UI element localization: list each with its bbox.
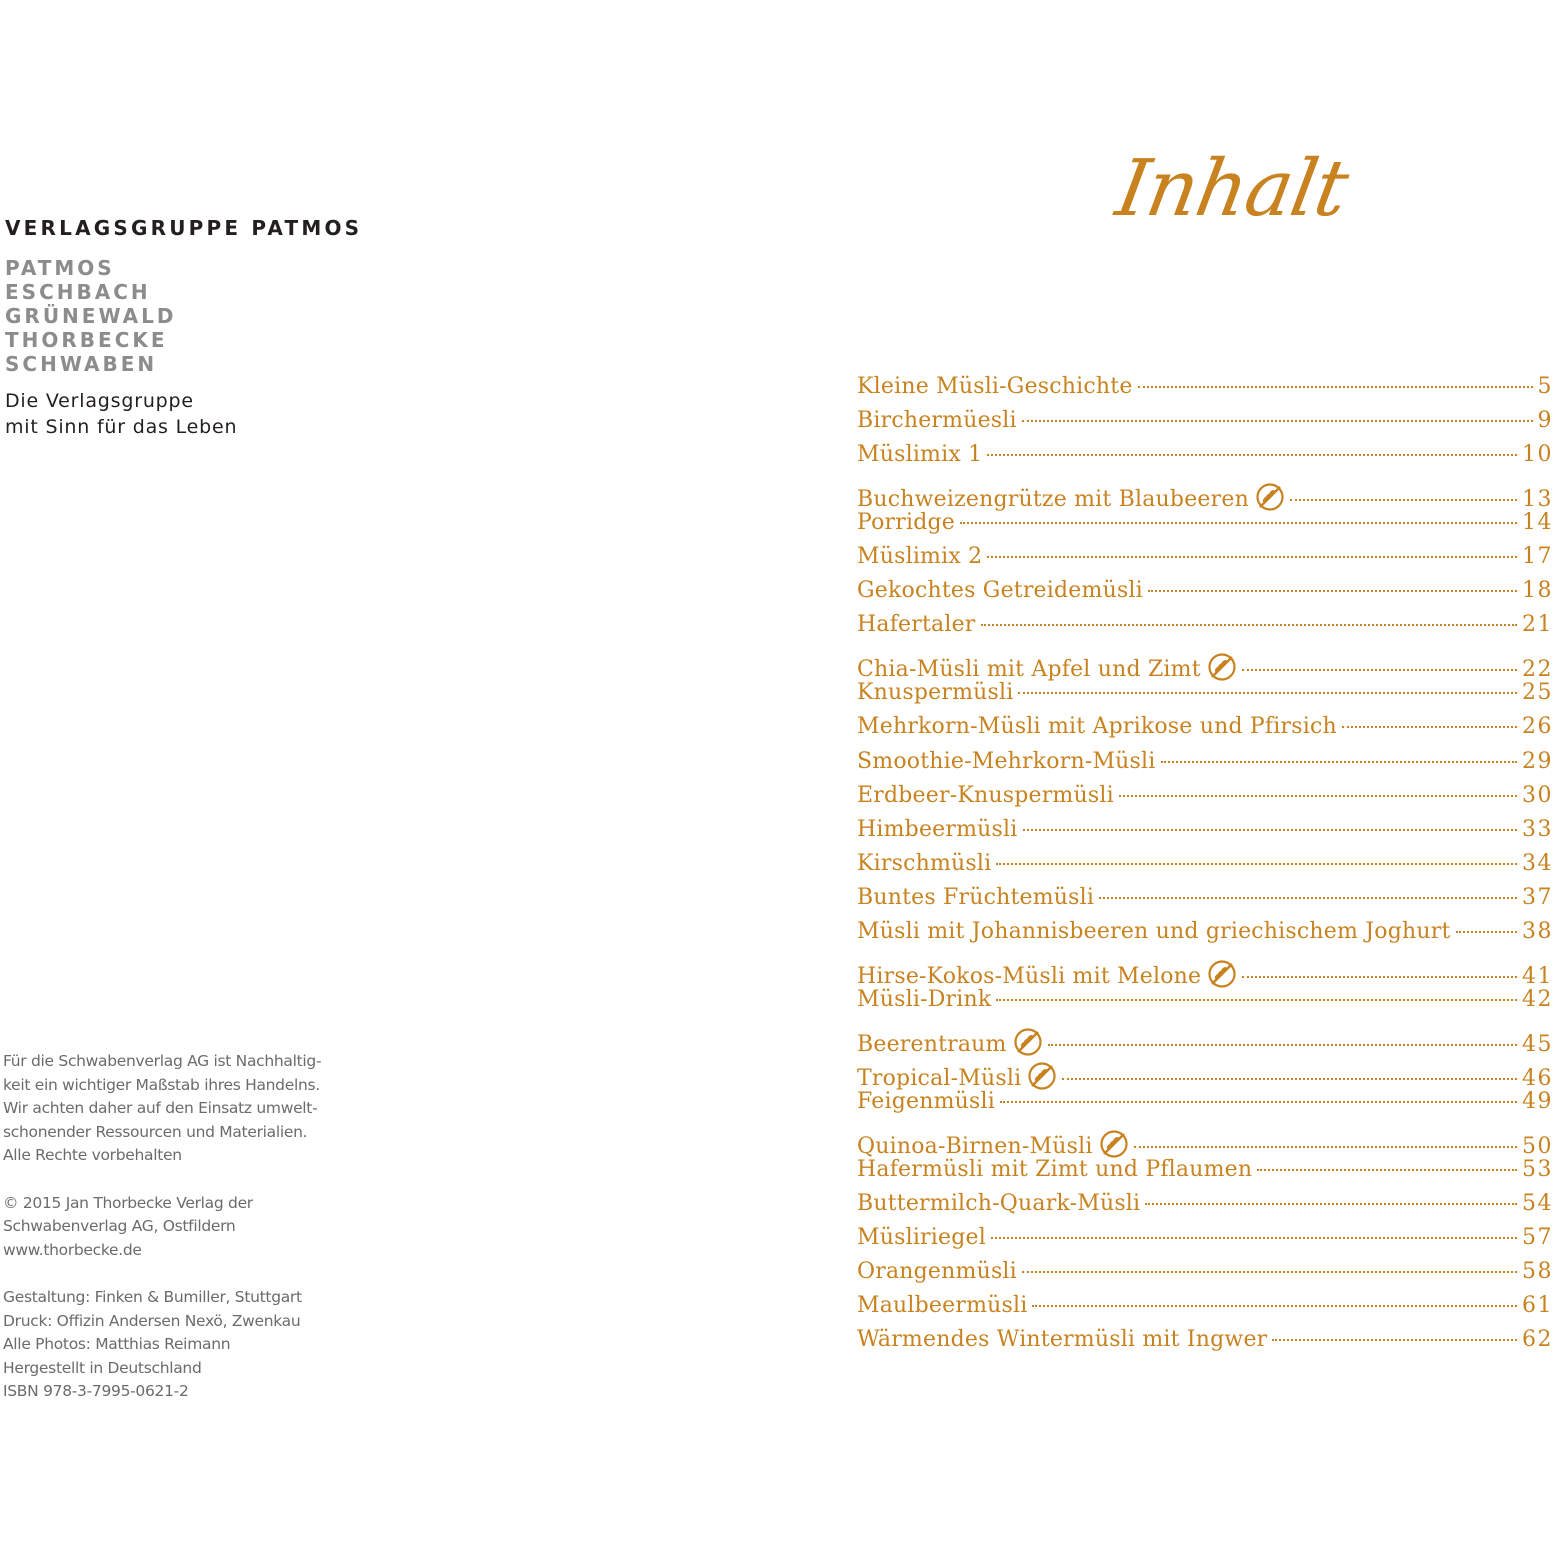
toc-entry-page: 58 [1522, 1259, 1553, 1285]
toc-entry-title: Hafermüsli mit Zimt und Pflaumen [857, 1157, 1253, 1183]
toc-dot-leader [1456, 931, 1517, 933]
gluten-free-icon [1027, 1061, 1057, 1091]
toc-dot-leader [1119, 795, 1517, 797]
toc-entry-page: 62 [1522, 1327, 1553, 1353]
toc-dot-leader [1062, 1078, 1517, 1080]
toc-entry-title: Müsli-Drink [857, 986, 992, 1012]
toc-entry [857, 1225, 1553, 1259]
imprint-list [5, 256, 425, 376]
toc-entry-page: 54 [1522, 1191, 1553, 1217]
toc-dot-leader [1032, 1305, 1517, 1307]
imprint-item: THORBECKE [5, 328, 168, 352]
toc-entry-page: 26 [1522, 714, 1553, 740]
toc-entry-page: 17 [1522, 544, 1553, 570]
toc-entry-title: Feigenmüsli [857, 1088, 995, 1114]
toc-entry-page: 29 [1522, 748, 1553, 774]
toc-entry [857, 646, 1553, 683]
toc-entry [857, 476, 1553, 513]
slogan-line: Die Verlagsgruppe [5, 390, 194, 412]
toc-entry-title: Beerentraum [857, 1031, 1007, 1057]
toc-entry-title: Müsli mit Johannisbeeren und griechischem Joghurt [857, 918, 1451, 944]
toc-entry-page: 53 [1522, 1157, 1553, 1183]
toc-entry-title: Wärmendes Wintermüsli mit Ingwer [857, 1327, 1268, 1353]
publisher-block [5, 214, 425, 440]
toc-entry [857, 1259, 1553, 1293]
toc-entry-page: 18 [1522, 578, 1553, 604]
toc-entry [857, 851, 1553, 885]
toc-entry-page: 49 [1522, 1088, 1553, 1114]
toc-entry [857, 578, 1553, 612]
toc-dot-leader [987, 454, 1517, 456]
toc-dot-leader [996, 863, 1517, 865]
smallprint-line: Druck: Offizin Andersen Nexö, Zwenkau [3, 1311, 301, 1330]
toc-entry [857, 612, 1553, 646]
toc-dot-leader [981, 624, 1517, 626]
copyright-note [3, 1192, 363, 1263]
smallprint-line: Wir achten daher auf den Einsatz umwelt- [3, 1099, 318, 1118]
toc-entry-title: Hafertaler [857, 612, 976, 638]
smallprint-line: Gestaltung: Finken & Bumiller, Stuttgart [3, 1287, 302, 1306]
toc-dot-leader [960, 522, 1517, 524]
smallprint-line: ISBN 978-3-7995-0621-2 [3, 1382, 189, 1401]
imprint-smallprint [3, 1050, 363, 1428]
toc-entry-title: Buchweizengrütze mit Blaubeeren [857, 487, 1249, 513]
imprint-item: PATMOS [5, 256, 115, 280]
toc-dot-leader [1342, 726, 1517, 728]
toc-dot-leader [1242, 669, 1517, 671]
slogan-line: mit Sinn für das Leben [5, 416, 238, 438]
toc-dot-leader [1099, 897, 1517, 899]
toc-dot-leader [1000, 1101, 1517, 1103]
toc-list [857, 374, 1553, 1361]
toc-entry [857, 885, 1553, 919]
smallprint-line: © 2015 Jan Thorbecke Verlag der [3, 1193, 253, 1212]
toc-dot-leader [1272, 1339, 1517, 1341]
toc-entry [857, 783, 1553, 817]
toc-entry-title: Gekochtes Getreidemüsli [857, 578, 1143, 604]
toc-entry [857, 510, 1553, 544]
toc-entry [857, 1191, 1553, 1225]
toc-entry-title: Himbeermüsli [857, 816, 1018, 842]
toc-entry-page: 41 [1522, 963, 1553, 989]
toc-entry-title: Kleine Müsli-Geschichte [857, 374, 1133, 399]
smallprint-line: Für die Schwabenverlag AG ist Nachhaltig- [3, 1052, 322, 1070]
toc-entry [857, 544, 1553, 578]
toc-entry [857, 408, 1553, 442]
imprint-item: SCHWABEN [5, 352, 158, 376]
toc-entry-title: Mehrkorn-Müsli mit Aprikose und Pfirsich [857, 714, 1337, 740]
gluten-free-icon [1013, 1027, 1043, 1057]
toc-entry-page: 38 [1522, 918, 1553, 944]
toc-entry-title: Orangenmüsli [857, 1259, 1017, 1285]
toc-entry [857, 1327, 1553, 1361]
toc-entry-title: Porridge [857, 510, 956, 536]
smallprint-line: www.thorbecke.de [3, 1240, 142, 1259]
toc-entry [857, 714, 1553, 748]
smallprint-line: Schwabenverlag AG, Ostfildern [3, 1217, 236, 1236]
gluten-free-icon [1207, 959, 1237, 989]
toc-heading: Inhalt [1110, 144, 1355, 234]
toc-dot-leader [1023, 829, 1517, 831]
sustainability-note [3, 1050, 363, 1168]
gluten-free-icon [1207, 652, 1237, 682]
toc-dot-leader [996, 999, 1517, 1001]
toc-entry [857, 374, 1553, 408]
smallprint-line: schonender Ressourcen und Materialien. [3, 1122, 308, 1141]
toc-entry [857, 1055, 1553, 1089]
toc-entry [857, 749, 1553, 783]
toc-dot-leader [1257, 1169, 1517, 1171]
toc-dot-leader [1022, 420, 1533, 422]
smallprint-line: Hergestellt in Deutschland [3, 1358, 202, 1377]
toc-entry [857, 1157, 1553, 1191]
smallprint-line: Alle Rechte vorbehalten [3, 1146, 182, 1165]
toc-entry-title: Birchermüesli [857, 408, 1017, 434]
toc-entry-title: Maulbeermüsli [857, 1293, 1028, 1319]
publisher-group-name: VERLAGSGRUPPE PATMOS [5, 216, 363, 240]
toc-entry [857, 1089, 1553, 1123]
toc-entry-title: Quinoa-Birnen-Müsli [857, 1134, 1093, 1160]
toc-entry-page: 10 [1522, 442, 1553, 468]
toc-entry-title: Erdbeer-Knuspermüsli [857, 782, 1114, 808]
toc-entry [857, 1021, 1553, 1055]
gluten-free-icon [1255, 482, 1285, 512]
toc-entry-title: Müslimix 1 [857, 442, 983, 468]
toc-entry-page: 25 [1522, 680, 1553, 706]
toc-entry-title: Knuspermüsli [857, 680, 1014, 706]
imprint-item: ESCHBACH [5, 280, 151, 304]
toc-entry [857, 680, 1553, 714]
toc-entry-page: 5 [1537, 374, 1553, 399]
credits-note [3, 1286, 363, 1404]
toc-entry [857, 987, 1553, 1021]
toc-entry [857, 817, 1553, 851]
toc-dot-leader [1138, 386, 1533, 388]
toc-entry-title: Buttermilch-Quark-Müsli [857, 1191, 1141, 1217]
toc-entry-page: 34 [1522, 850, 1553, 876]
toc-dot-leader [1134, 1146, 1517, 1148]
toc-entry [857, 919, 1553, 953]
toc-entry-title: Chia-Müsli mit Apfel und Zimt [857, 657, 1201, 683]
toc-entry-title: Smoothie-Mehrkorn-Müsli [857, 748, 1156, 774]
toc-dot-leader [1161, 761, 1517, 763]
toc-dot-leader [1022, 1271, 1517, 1273]
publisher-slogan [5, 388, 425, 440]
toc-entry-page: 57 [1522, 1225, 1553, 1251]
toc-entry-title: Hirse-Kokos-Müsli mit Melone [857, 963, 1202, 989]
toc-dot-leader [1018, 692, 1517, 694]
imprint-item: GRÜNEWALD [5, 304, 177, 328]
toc-entry-page: 22 [1522, 657, 1553, 683]
toc-entry-page: 50 [1522, 1134, 1553, 1160]
smallprint-line: Alle Photos: Matthias Reimann [3, 1335, 231, 1354]
gluten-free-icon [1099, 1129, 1129, 1159]
toc-entry-page: 21 [1522, 612, 1553, 638]
toc-entry-page: 42 [1522, 986, 1553, 1012]
toc-entry-title: Buntes Früchtemüsli [857, 884, 1095, 910]
toc-entry-page: 14 [1522, 510, 1553, 536]
toc-entry-page: 30 [1522, 782, 1553, 808]
smallprint-line: keit ein wichtiger Maßstab ihres Handelns. [3, 1075, 320, 1094]
toc-entry-page: 61 [1522, 1293, 1553, 1319]
toc-dot-leader [1148, 590, 1517, 592]
toc-entry-page: 9 [1537, 408, 1553, 434]
toc-entry-title: Kirschmüsli [857, 850, 992, 876]
toc-entry [857, 953, 1553, 987]
toc-entry-title: Müslimix 2 [857, 544, 983, 570]
toc-entry-page: 45 [1522, 1031, 1553, 1057]
toc-dot-leader [1048, 1044, 1517, 1046]
toc-dot-leader [1242, 976, 1517, 978]
toc-entry-page: 37 [1522, 884, 1553, 910]
toc-dot-leader [1290, 499, 1517, 501]
toc-dot-leader [987, 556, 1517, 558]
toc-entry [857, 1293, 1553, 1327]
toc-entry [857, 1123, 1553, 1160]
toc-entry-title: Tropical-Müsli [857, 1065, 1022, 1091]
toc-entry [857, 442, 1553, 476]
toc-entry-page: 46 [1522, 1065, 1553, 1091]
toc-entry-title: Müsliriegel [857, 1225, 986, 1251]
toc-dot-leader [991, 1237, 1517, 1239]
toc-entry-page: 13 [1522, 487, 1553, 513]
toc-dot-leader [1145, 1203, 1517, 1205]
toc-entry-page: 33 [1522, 816, 1553, 842]
